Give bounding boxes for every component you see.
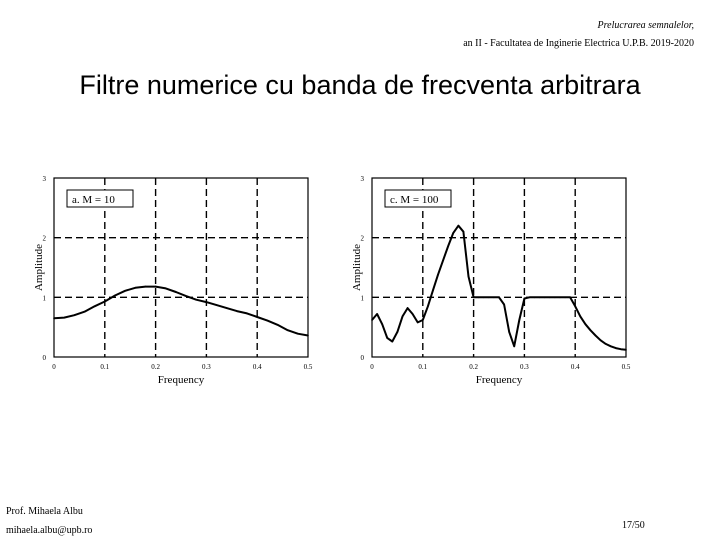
data-point (74, 314, 76, 316)
data-point (417, 322, 419, 324)
footer-author: Prof. Mihaela Albu (6, 506, 83, 517)
data-point (371, 319, 373, 321)
y-tick-label: 2 (360, 234, 364, 243)
x-tick-label: 0 (52, 363, 56, 371)
y-tick-label: 1 (42, 294, 46, 303)
data-point (600, 339, 602, 341)
y-tick-label: 3 (360, 175, 364, 183)
data-point (427, 305, 429, 307)
data-point (539, 297, 541, 299)
data-point (498, 297, 500, 299)
data-point (437, 274, 439, 276)
data-point (503, 304, 505, 306)
x-tick-label: 0 (370, 363, 374, 371)
data-point (452, 232, 454, 234)
data-point (549, 297, 551, 299)
data-point (114, 295, 116, 297)
page-number: 17/50 (622, 520, 645, 531)
annotation-label: a. M = 10 (72, 194, 115, 206)
data-point (544, 297, 546, 299)
data-series-line (372, 226, 626, 350)
data-point (615, 347, 617, 349)
data-point (307, 335, 309, 337)
data-point (206, 301, 208, 303)
data-point (554, 297, 556, 299)
data-point (574, 305, 576, 307)
data-point (94, 305, 96, 307)
y-tick-label: 2 (42, 234, 46, 243)
x-tick-label: 0.3 (202, 363, 211, 371)
data-point (267, 320, 269, 322)
x-tick-label: 0.5 (621, 363, 631, 371)
data-point (432, 289, 434, 291)
y-tick-label: 0 (360, 354, 364, 362)
data-point (134, 287, 136, 289)
data-point (195, 299, 197, 301)
data-point (463, 231, 465, 233)
data-point (513, 345, 515, 347)
data-point (412, 313, 414, 315)
data-point (392, 341, 394, 343)
data-point (104, 301, 106, 303)
data-point (564, 297, 566, 299)
x-tick-label: 0.3 (520, 363, 529, 371)
y-tick-label: 1 (360, 294, 364, 303)
data-point (483, 297, 485, 299)
x-axis-label: Frequency (475, 374, 523, 386)
data-point (625, 349, 627, 351)
data-point (620, 348, 622, 350)
data-point (569, 297, 571, 299)
data-point (559, 297, 561, 299)
data-point (605, 343, 607, 345)
data-point (277, 324, 279, 326)
data-point (124, 290, 126, 292)
chart-m10 (28, 170, 328, 400)
header-faculty: an II - Facultatea de Inginerie Electrica U.P.B. 2019-2020 (463, 38, 694, 49)
x-tick-label: 0.5 (303, 363, 313, 371)
x-tick-label: 0.1 (100, 363, 110, 371)
data-point (590, 329, 592, 331)
data-point (226, 307, 228, 309)
chart-m100 (346, 170, 646, 400)
data-point (216, 304, 218, 306)
data-point (145, 286, 147, 288)
data-point (595, 335, 597, 337)
header-course: Prelucrarea semnalelor, (597, 20, 694, 31)
data-point (610, 345, 612, 347)
data-point (579, 316, 581, 318)
data-point (478, 297, 480, 299)
data-point (458, 225, 460, 227)
footer-email[interactable]: mihaela.albu@upb.ro (6, 525, 93, 536)
x-tick-label: 0.2 (151, 363, 160, 371)
data-point (155, 286, 157, 288)
data-point (165, 288, 167, 290)
data-point (422, 319, 424, 321)
data-point (529, 297, 531, 299)
y-axis-label: Amplitude (351, 243, 363, 292)
y-axis-label: Amplitude (33, 243, 45, 292)
data-point (381, 323, 383, 325)
annotation-label: c. M = 100 (390, 194, 439, 206)
data-point (236, 310, 238, 312)
data-point (84, 311, 86, 313)
data-point (585, 323, 587, 325)
data-point (407, 307, 409, 309)
data-point (297, 333, 299, 335)
data-point (376, 313, 378, 315)
y-tick-label: 0 (42, 354, 46, 362)
data-point (402, 316, 404, 318)
data-point (63, 317, 65, 319)
data-point (386, 337, 388, 339)
x-tick-label: 0.2 (469, 363, 478, 371)
data-point (287, 329, 289, 331)
x-axis-label: Frequency (157, 374, 205, 386)
data-point (447, 245, 449, 247)
data-point (185, 295, 187, 297)
data-point (534, 297, 536, 299)
data-point (519, 319, 521, 321)
data-point (524, 298, 526, 300)
x-tick-label: 0.4 (570, 363, 580, 371)
slide-title: Filtre numerice cu banda de frecventa arbitrara (79, 70, 641, 100)
data-point (493, 297, 495, 299)
y-tick-label: 3 (42, 175, 46, 183)
data-point (397, 331, 399, 333)
data-point (53, 317, 55, 319)
data-series-line (54, 287, 308, 336)
data-point (488, 297, 490, 299)
data-point (256, 316, 258, 318)
data-point (508, 331, 510, 333)
data-point (246, 313, 248, 315)
data-point (175, 291, 177, 293)
x-tick-label: 0.4 (252, 363, 262, 371)
data-point (468, 276, 470, 278)
x-tick-label: 0.1 (418, 363, 428, 371)
data-point (473, 297, 475, 299)
data-point (442, 260, 444, 262)
